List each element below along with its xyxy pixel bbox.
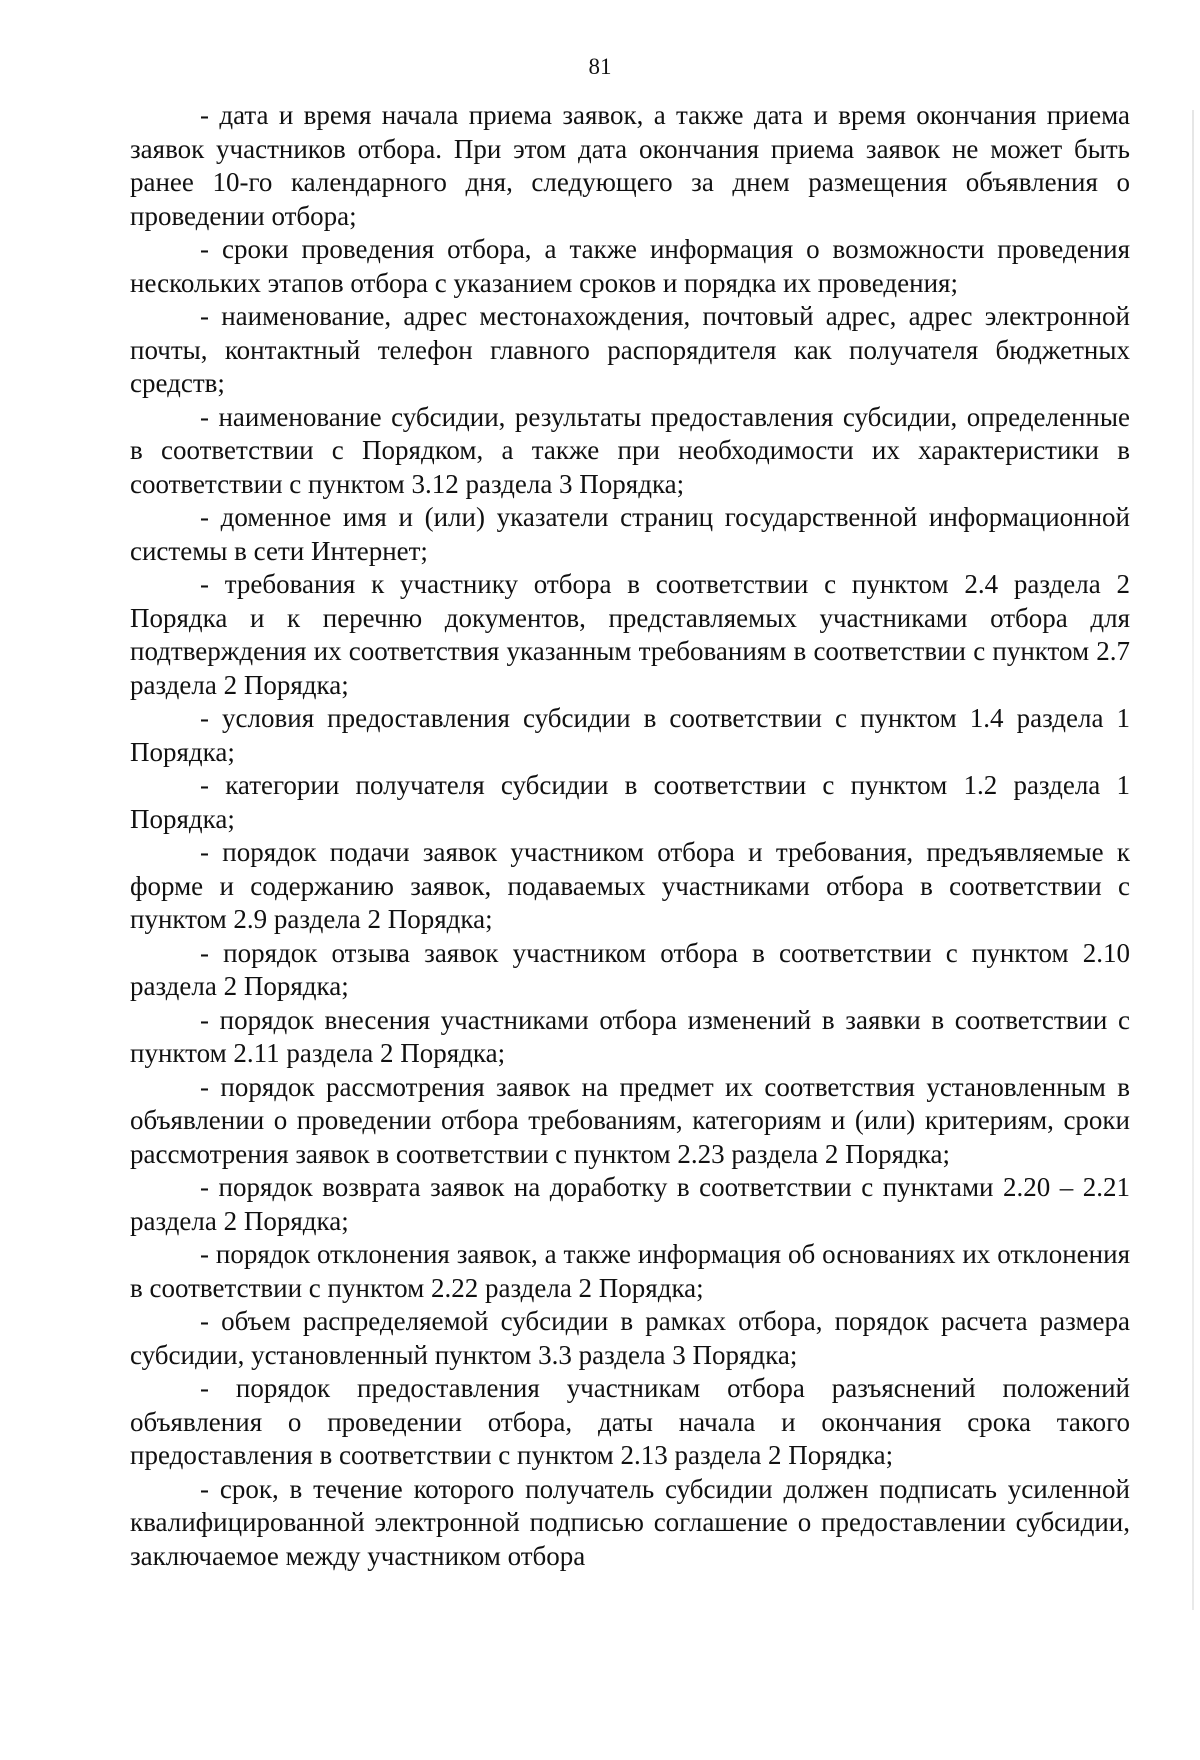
- paragraph: - доменное имя и (или) указатели страниц государственной информационной системы в сети Интернет;: [130, 502, 1130, 566]
- paragraph: - сроки проведения отбора, а также информация о возможности проведения нескольких этапов отбора с указанием сроков и порядка их проведения;: [130, 234, 1130, 298]
- paragraph: - порядок отзыва заявок участником отбора в соответствии с пунктом 2.10 раздела 2 Порядка;: [130, 937, 1130, 1001]
- paragraph: - наименование, адрес местонахождения, почтовый адрес, адрес электронной почты, контактный телефон главного распорядителя как получателя бюджетных средств;: [130, 301, 1130, 398]
- paragraph: - порядок предоставления участникам отбора разъяснений положений объявления о проведении отбора, даты начала и окончания срока такого предоставления в соответствии с пунктом 2.13 раздела 2 Порядка;: [130, 1373, 1130, 1470]
- paragraph: - наименование субсидии, результаты предоставления субсидии, определенные в соответствии с Порядком, а также при необходимости их характеристики в соответствии с пунктом 3.12 раздела 3 Порядка;: [130, 401, 1130, 499]
- paragraph: - дата и время начала приема заявок, а также дата и время окончания приема заявок участников отбора. При этом дата окончания приема заявок не может быть ранее 10-го календарного дня, следующего за днем размещения объявления о проведении отбора;: [130, 100, 1130, 231]
- paragraph: - срок, в течение которого получатель субсидии должен подписать усиленной квалифицированной электронной подписью соглашение о предоставлении субсидии, заключаемое между участником отбора: [130, 1473, 1130, 1571]
- paragraph: - порядок возврата заявок на доработку в соответствии с пунктами 2.20 – 2.21 раздела 2 Порядка;: [130, 1172, 1130, 1236]
- paragraph: - требования к участнику отбора в соответствии с пунктом 2.4 раздела 2 Порядка и к перечню документов, представляемых участниками отбора для подтверждения их соответствия указанным требованиям в соответствии с пунктом 2.7 раздела 2 Порядка;: [130, 569, 1130, 700]
- paragraph: - порядок подачи заявок участником отбора и требования, предъявляемые к форме и содержанию заявок, подаваемых участниками отбора в соответствии с пунктом 2.9 раздела 2 Порядка;: [130, 837, 1130, 934]
- paragraph: - объем распределяемой субсидии в рамках отбора, порядок расчета размера субсидии, установленный пунктом 3.3 раздела 3 Порядка;: [130, 1306, 1130, 1370]
- page-number: 81: [588, 54, 612, 79]
- paragraph: - условия предоставления субсидии в соответствии с пунктом 1.4 раздела 1 Порядка;: [130, 703, 1130, 767]
- paragraph: - порядок рассмотрения заявок на предмет их соответствия установленным в объявлении о проведении отбора требованиям, категориям и (или) критериям, сроки рассмотрения заявок в соответствии с пунктом 2.23 раздела 2 Порядка;: [130, 1071, 1130, 1169]
- paragraph: - порядок внесения участниками отбора изменений в заявки в соответствии с пунктом 2.11 раздела 2 Порядка;: [130, 1004, 1130, 1068]
- document-body: [130, 99, 1130, 1573]
- paragraph: - порядок отклонения заявок, а также информация об основаниях их отклонения в соответствии с пунктом 2.22 раздела 2 Порядка;: [130, 1239, 1130, 1303]
- paragraph: - категории получателя субсидии в соответствии с пунктом 1.2 раздела 1 Порядка;: [130, 770, 1130, 834]
- scan-edge-shadow: [1192, 110, 1194, 1610]
